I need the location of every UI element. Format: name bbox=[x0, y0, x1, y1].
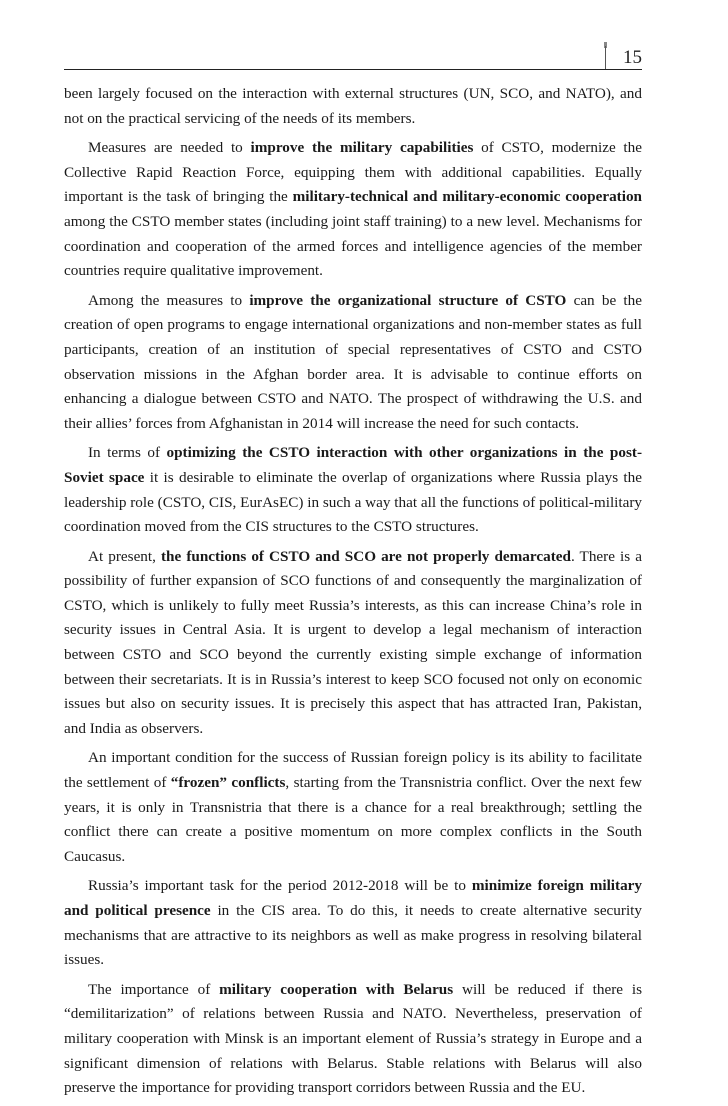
body-text bbox=[64, 82, 642, 1106]
paragraph-text: An important condition for the success of Russian foreign policy is its ability to facilitate the settlement of bbox=[64, 749, 642, 792]
emphasis-text: military cooperation with Belarus bbox=[219, 980, 454, 998]
paragraph-text: of CSTO, modernize the Collective Rapid Reaction Force, equipping them with additional capabilities. Equally important is the task of bringing the bbox=[64, 139, 642, 206]
paragraph-text: In terms of bbox=[88, 444, 167, 462]
emphasis-text: optimizing the CSTO interaction with other organizations in the post-Soviet space bbox=[64, 444, 642, 486]
emphasis-text: “frozen” conflicts bbox=[170, 774, 286, 792]
paragraph-text: Among the measures to bbox=[88, 291, 250, 309]
header-rule bbox=[64, 69, 642, 70]
paragraph-text: can be the creation of open programs to engage international organizations and non-member states as full participants, creation of an institution of special representatives of CSTO and CSTO observation missions in the Afghan border area. It is advisable to continue efforts on enhancing a dialogue between CSTO and NATO. The prospect of withdrawing the U.S. and their allies’ forces from Afghanistan in 2014 will increase the need for such contacts. bbox=[64, 291, 642, 432]
paragraph-text: it is desirable to eliminate the overlap of organizations where Russia plays the leadership role (CSTO, CIS, EurAsEC) in such a way that all the functions of political-military coordination moved from the CIS structures to the CSTO structures. bbox=[64, 468, 642, 536]
header-divider bbox=[605, 46, 606, 70]
paragraph bbox=[64, 82, 642, 131]
paragraph bbox=[64, 874, 642, 972]
paragraph-text: , starting from the Transnistria conflict. Over the next few years, it is only in Transnistria that there is a chance for a real breakthrough; settling the conflict there can create a positive momentum on more complex conflicts in the South Caucasus. bbox=[64, 774, 643, 865]
paragraph bbox=[64, 978, 642, 1101]
paragraph bbox=[64, 289, 642, 437]
emphasis-text: military-technical and military-economic cooperation bbox=[292, 188, 642, 206]
paragraph-text: . There is a possibility of further expansion of SCO functions of and consequently the marginalization of CSTO, which is unlikely to fully meet Russia’s interests, as this can increase China’s role in security issues in Central Asia. It is urgent to develop a legal mechanism of interaction between CSTO and SCO beyond the currently existing simple exchange of information between their secretariats. It is in Russia’s interest to keep SCO focused not only on economic issues but also on security issues. It is precisely this aspect that has attracted Iran, Pakistan, and India as observers. bbox=[64, 547, 642, 737]
paragraph-text: among the CSTO member states (including joint staff training) to a new level. Mechanisms for coordination and cooperation of the armed forces and intelligence agencies of the member countries require qualitative improvement. bbox=[64, 212, 642, 280]
emphasis-text: minimize foreign military and political presence bbox=[64, 877, 642, 919]
paragraph-text: The importance of bbox=[88, 980, 220, 998]
emphasis-text: improve the organizational structure of CSTO bbox=[249, 291, 567, 309]
paragraph bbox=[64, 441, 642, 539]
paragraph-text: been largely focused on the interaction with external structures (UN, SCO, and NATO), and not on the practical servicing of the needs of its members. bbox=[64, 85, 642, 127]
paragraph bbox=[64, 746, 642, 869]
paragraph-text: Measures are needed to bbox=[88, 139, 251, 157]
paragraph-text: in the CIS area. To do this, it needs to create alternative security mechanisms that are attractive to its neighbors as well as make progress in resolving bilateral issues. bbox=[64, 902, 642, 969]
paragraph-text: will be reduced if there is “demilitarization” of relations between Russia and NATO. Nevertheless, preservation of military cooperation with Minsk is an important element of Russia’s strategy in Europe and a significant dimension of relations with Belarus. Stable relations with Belarus will also preserve the importance for providing transport corridors between Russia and the EU. bbox=[64, 980, 642, 1097]
paragraph bbox=[64, 136, 642, 284]
page-number: 15 bbox=[623, 47, 642, 68]
paragraph-text: Russia’s important task for the period 2012-2018 will be to bbox=[88, 877, 472, 895]
paragraph-text: At present, bbox=[88, 547, 161, 565]
page-header bbox=[64, 46, 642, 70]
emphasis-text: improve the military capabilities bbox=[250, 139, 474, 157]
paragraph bbox=[64, 545, 642, 742]
emphasis-text: the functions of CSTO and SCO are not properly demarcated bbox=[161, 547, 571, 565]
